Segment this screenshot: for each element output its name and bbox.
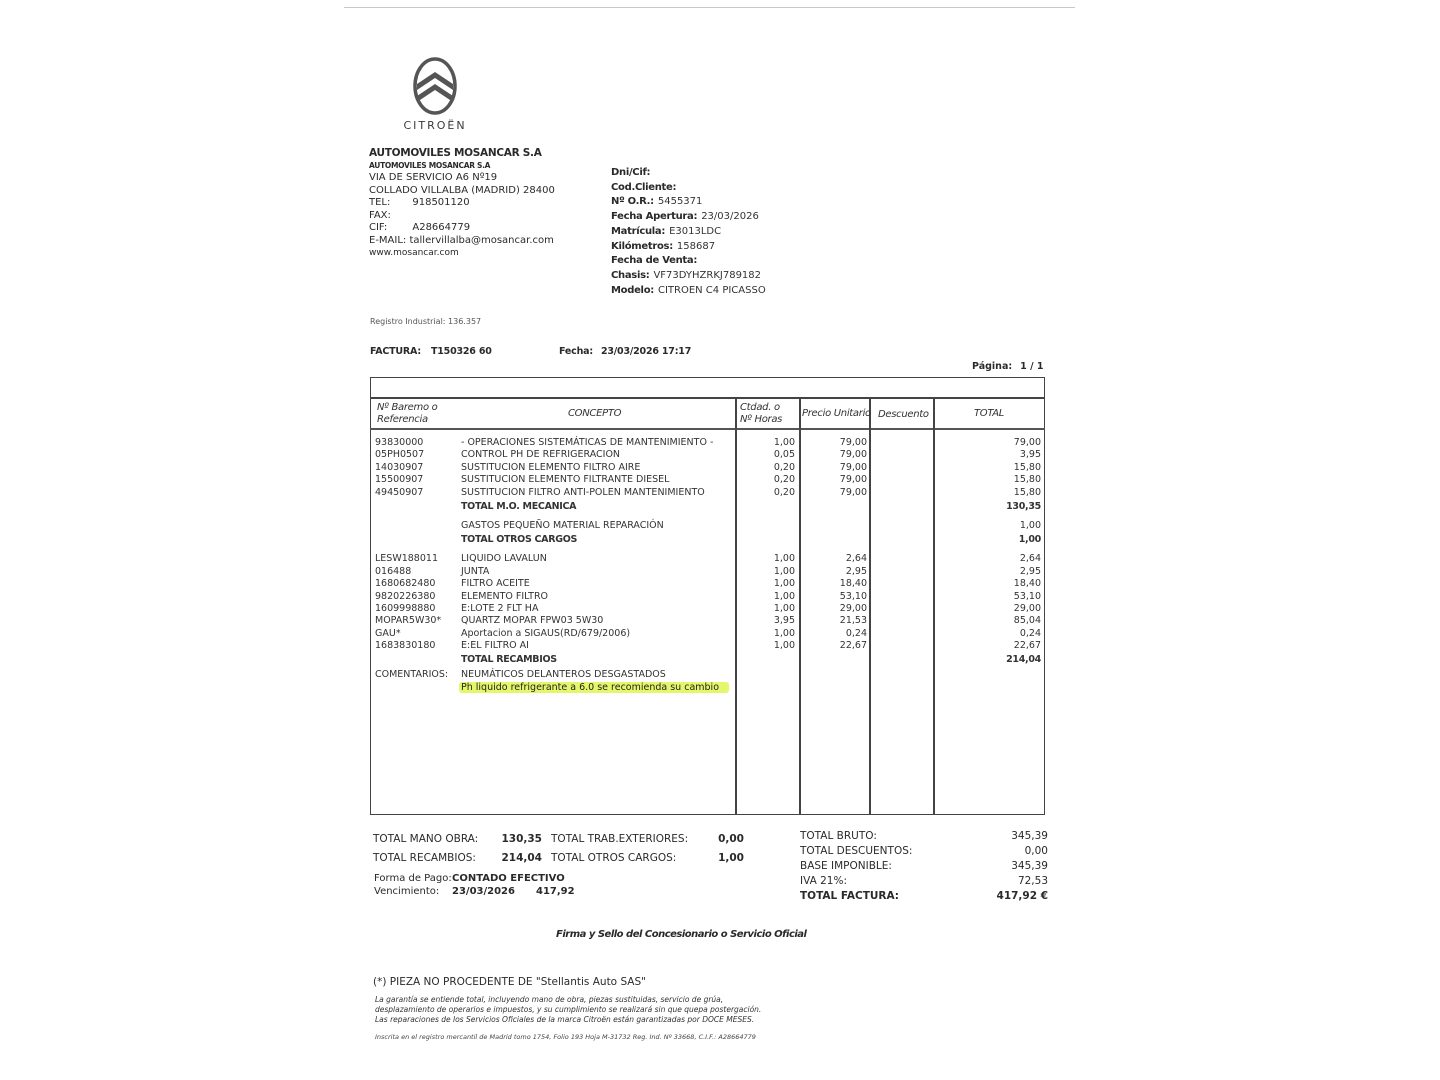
forma-pago-label: Forma de Pago: bbox=[374, 873, 452, 884]
company-info bbox=[369, 147, 555, 260]
factura-label: FACTURA: bbox=[370, 346, 421, 357]
descuentos-label: TOTAL DESCUENTOS: bbox=[800, 845, 913, 857]
table-row: GASTOS PEQUEÑO MATERIAL REPARACIÓN 1,00 bbox=[461, 519, 1041, 531]
vencimiento-date: 23/03/2026 bbox=[452, 885, 515, 897]
field-label: Matrícula: bbox=[611, 225, 666, 237]
table-row: LESW188011 LIQUIDO LAVALUN 1,00 2,64 2,64 bbox=[375, 553, 1041, 565]
subtotal-row-other: TOTAL OTROS CARGOS 1,00 bbox=[461, 534, 1041, 546]
otros-value: 1,00 bbox=[718, 852, 744, 864]
base-value: 345,39 bbox=[1011, 860, 1048, 872]
client-field bbox=[611, 210, 766, 225]
base-label: BASE IMPONIBLE: bbox=[800, 860, 892, 872]
payment-info bbox=[374, 873, 674, 898]
header-referencia bbox=[377, 402, 437, 426]
highlighted-comment: Ph liquido refrigerante a 6.0 se recomienda su cambio bbox=[459, 682, 729, 693]
field-label: Fecha de Venta: bbox=[611, 255, 698, 267]
company-website[interactable]: www.mosancar.com bbox=[369, 248, 459, 258]
summary-totals-left bbox=[373, 830, 753, 868]
client-field bbox=[611, 225, 766, 240]
recambios-label: TOTAL RECAMBIOS: bbox=[373, 852, 476, 864]
vencimiento-label: Vencimiento: bbox=[374, 885, 440, 897]
field-value: 5455371 bbox=[657, 196, 703, 208]
recambios-value: 214,04 bbox=[501, 852, 542, 864]
field-label: Fecha Apertura: bbox=[611, 211, 698, 223]
fecha-label: Fecha: bbox=[559, 346, 593, 357]
email-label: E-MAIL: bbox=[369, 234, 407, 246]
company-email[interactable]: tallervillalba@mosancar.com bbox=[409, 234, 554, 246]
table-divider bbox=[370, 428, 1045, 430]
table-row: 016488 JUNTA 1,00 2,95 2,95 bbox=[375, 565, 1041, 577]
header-descuento: Descuento bbox=[878, 409, 929, 420]
header-cantidad bbox=[740, 402, 782, 426]
header-ref-line2: Referencia bbox=[377, 414, 428, 425]
field-label: Modelo: bbox=[611, 284, 654, 296]
mano-obra-value: 130,35 bbox=[501, 833, 542, 845]
total-factura-label: TOTAL FACTURA: bbox=[800, 890, 900, 902]
tel-label: TEL: bbox=[369, 197, 391, 208]
subtotal-row-labor: TOTAL M.O. MECANICA 130,35 bbox=[461, 500, 1041, 512]
pagina-label: Página: bbox=[972, 361, 1013, 372]
company-tel: 918501120 bbox=[412, 197, 470, 208]
field-label: Kilómetros: bbox=[611, 240, 673, 252]
registro-industrial: Registro Industrial: 136.357 bbox=[370, 317, 482, 326]
company-cif: A28664779 bbox=[412, 222, 471, 233]
client-field bbox=[611, 240, 766, 255]
warranty-line: La garantía se entiende total, incluyendo mano de obra, piezas sustituidas, servicio de grúa, bbox=[375, 995, 724, 1004]
bruto-value: 345,39 bbox=[1011, 830, 1048, 842]
field-value: 158687 bbox=[676, 240, 716, 252]
factura-value: T150326 60 bbox=[430, 346, 492, 357]
header-qty-line2: Nº Horas bbox=[740, 414, 783, 425]
client-field bbox=[611, 254, 766, 269]
header-ref-line1: Nº Baremo o bbox=[377, 402, 438, 413]
table-row: 1609998880 E:LOTE 2 FLT HA 1,00 29,00 29,00 bbox=[375, 602, 1041, 614]
company-address-line2: COLLADO VILLALBA (MADRID) 28400 bbox=[369, 184, 555, 196]
table-row: GAU* Aportacion a SIGAUS(RD/679/2006) 1,00 0,24 0,24 bbox=[375, 627, 1041, 639]
subtotal-row-parts: TOTAL RECAMBIOS 214,04 bbox=[461, 654, 1041, 666]
page-top-rule bbox=[344, 7, 1075, 8]
client-field bbox=[611, 269, 766, 284]
descuentos-value: 0,00 bbox=[1024, 845, 1048, 857]
pagina-value: 1 / 1 bbox=[1020, 361, 1044, 372]
page-number bbox=[972, 361, 1043, 372]
registry-note: Inscrita en el registro mercantil de Madrid tomo 1754, Folio 193 Hoja M-31732 Reg. Ind. Nº 33668, C.I.F.: A28664779 bbox=[375, 1033, 756, 1041]
brand-wordmark: CITROËN bbox=[403, 119, 467, 132]
table-row: 1683830180 E:EL FILTRO AI 1,00 22,67 22,67 bbox=[375, 640, 1041, 652]
invoice-number bbox=[370, 346, 492, 357]
signature-caption: Firma y Sello del Concesionario o Servicio Oficial bbox=[556, 929, 807, 940]
company-name: AUTOMOVILES MOSANCAR S.A bbox=[369, 147, 542, 159]
company-address-line1: VIA DE SERVICIO A6 Nº19 bbox=[369, 172, 498, 183]
comments-label: COMENTARIOS: bbox=[375, 669, 449, 681]
otros-label: TOTAL OTROS CARGOS: bbox=[551, 852, 677, 864]
company-name-secondary: AUTOMOVILES MOSANCAR S.A bbox=[369, 160, 491, 170]
table-row: 49450907 SUSTITUCION FILTRO ANTI-POLEN MANTENIMIENTO 0,20 79,00 15,80 bbox=[375, 486, 1041, 498]
field-value: 23/03/2026 bbox=[701, 211, 759, 223]
table-row: 14030907 SUSTITUCION ELEMENTO FILTRO AIRE 0,20 79,00 15,80 bbox=[375, 461, 1041, 473]
fax-label: FAX: bbox=[369, 209, 391, 221]
invoice-date bbox=[559, 346, 691, 357]
trab-ext-label: TOTAL TRAB.EXTERIORES: bbox=[551, 833, 689, 845]
table-row: 15500907 SUSTITUCION ELEMENTO FILTRANTE DIESEL 0,20 79,00 15,80 bbox=[375, 474, 1041, 486]
table-row: MOPAR5W30* QUARTZ MOPAR FPW03 5W30 3,95 21,53 85,04 bbox=[375, 615, 1041, 627]
client-field bbox=[611, 284, 766, 299]
total-factura-value: 417,92 € bbox=[996, 890, 1048, 902]
warranty-text bbox=[375, 995, 761, 1025]
warranty-line: Las reparaciones de los Servicios Oficiales de la marca Citroën están garantizadas por DOCE MESES. bbox=[375, 1015, 755, 1024]
field-label: Chasis: bbox=[611, 269, 650, 281]
field-label: Dni/Cif: bbox=[611, 167, 651, 178]
field-value: E3013LDC bbox=[669, 225, 722, 237]
comments-row bbox=[375, 682, 1043, 694]
header-precio-unitario: Precio Unitario bbox=[802, 408, 871, 419]
comments-row bbox=[375, 669, 1043, 681]
table-divider bbox=[370, 397, 1045, 399]
fecha-value: 23/03/2026 17:17 bbox=[600, 346, 692, 357]
cif-label: CIF: bbox=[369, 222, 388, 233]
header-concepto: CONCEPTO bbox=[568, 408, 622, 419]
field-label: Cod.Cliente: bbox=[611, 181, 677, 193]
iva-value: 72,53 bbox=[1017, 875, 1048, 887]
table-row: 1680682480 FILTRO ACEITE 1,00 18,40 18,40 bbox=[375, 578, 1041, 590]
pieza-note: (*) PIEZA NO PROCEDENTE DE "Stellantis Auto SAS" bbox=[373, 976, 646, 988]
client-field bbox=[611, 181, 766, 196]
field-label: Nº O.R.: bbox=[611, 196, 654, 208]
warranty-line: desplazamiento de operarios e impuestos, y su cumplimiento se realizará sin que quepa postergación. bbox=[375, 1005, 762, 1014]
client-field bbox=[611, 195, 766, 210]
trab-ext-value: 0,00 bbox=[718, 833, 744, 845]
client-vehicle-info bbox=[611, 166, 766, 298]
table-row: 05PH0507 CONTROL PH DE REFRIGERACION 0,05 79,00 3,95 bbox=[375, 449, 1041, 461]
field-value: VF73DYHZRKJ789182 bbox=[653, 269, 762, 281]
summary-totals-right bbox=[800, 829, 1048, 904]
table-row: 93830000 - OPERACIONES SISTEMÁTICAS DE MANTENIMIENTO - 1,00 79,00 79,00 bbox=[375, 437, 1041, 448]
comment-line: NEUMÁTICOS DELANTEROS DESGASTADOS bbox=[461, 669, 666, 681]
iva-label: IVA 21%: bbox=[800, 875, 848, 887]
bruto-label: TOTAL BRUTO: bbox=[800, 830, 877, 842]
client-field bbox=[611, 166, 766, 181]
mano-obra-label: TOTAL MANO OBRA: bbox=[373, 833, 479, 845]
table-body bbox=[375, 437, 1043, 694]
field-value: CITROEN C4 PICASSO bbox=[657, 284, 766, 296]
forma-pago-value: CONTADO EFECTIVO bbox=[452, 873, 565, 884]
vencimiento-amount: 417,92 bbox=[536, 885, 575, 897]
table-row: 9820226380 ELEMENTO FILTRO 1,00 53,10 53,10 bbox=[375, 590, 1041, 602]
header-total: TOTAL bbox=[974, 408, 1005, 419]
header-qty-line1: Ctdad. o bbox=[740, 402, 780, 413]
